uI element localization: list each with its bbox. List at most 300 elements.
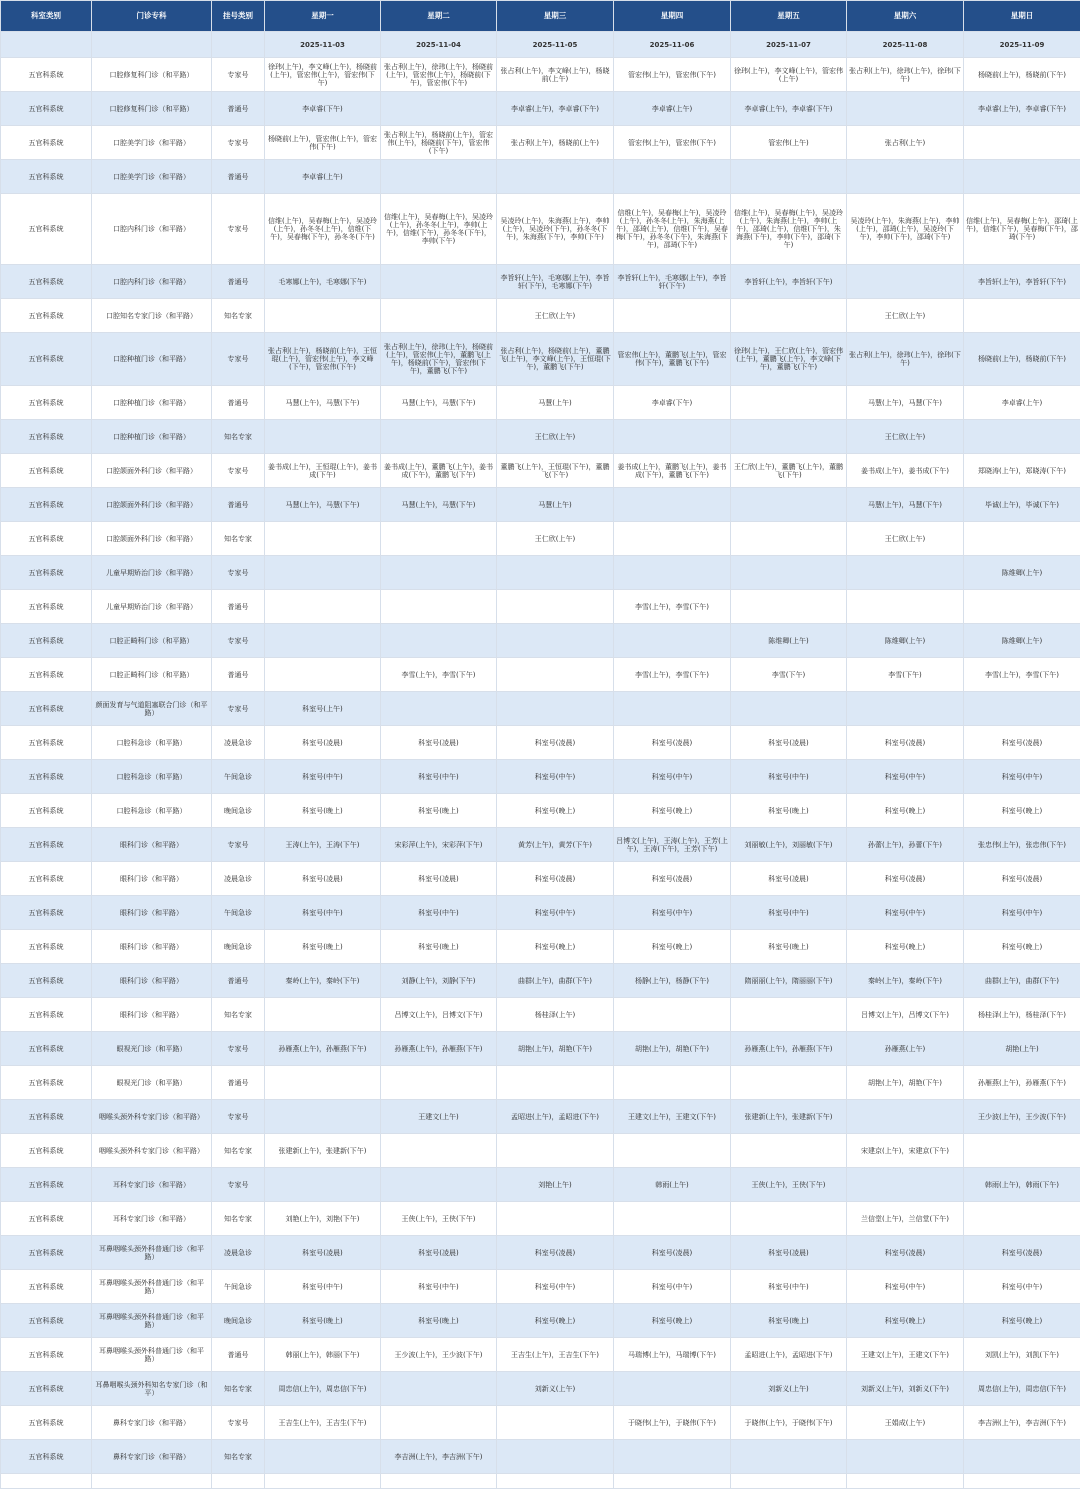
- table-cell: [497, 1440, 614, 1474]
- date-saturday: 2025-11-08: [847, 32, 964, 58]
- table-cell: 知名专家: [212, 1440, 265, 1474]
- table-cell: 张占利(上午)，徐玮(上午)，杨晓前(上午)，管宏伟(上午)，董鹏飞(上午)，杨晓前(下午)，管宏伟(下午)，董鹏飞(下午): [381, 333, 497, 386]
- table-cell: [614, 624, 731, 658]
- table-row: [1, 1440, 1080, 1474]
- table-cell: 专家号: [212, 1406, 265, 1440]
- table-cell: 管宏伟(上午)，管宏伟(下午): [614, 126, 731, 160]
- table-cell: 张占利(上午)，杨晓前(上午)，王恒琨(上午)，管宏伟(上午)，李文峰(下午)，管宏伟(下午): [265, 333, 381, 386]
- table-cell: 李卓睿(上午): [614, 92, 731, 126]
- table-cell: [964, 126, 1080, 160]
- table-cell: 信维(上午)，吴春梅(上午)，吴凌玲(上午)，孙冬冬(上午)，朱海燕(上午)，邵琦(上午)，信维(下午)，吴春梅(下午)，孙冬冬(下午)，朱海燕(下午)，邵琦(下午): [614, 194, 731, 265]
- table-cell: 孟昭进(上午)，孟昭进(下午): [497, 1100, 614, 1134]
- table-cell: 午间急诊: [212, 1270, 265, 1304]
- table-cell: 科室号(中午): [731, 896, 847, 930]
- table-cell: 孙雁燕(上午)，孙雁燕(下午): [731, 1032, 847, 1066]
- table-cell: 宋彩萍(上午)，宋彩萍(下午): [381, 828, 497, 862]
- table-cell: 韩雨(上午): [614, 1168, 731, 1202]
- table-cell: 眼科门诊（和平路）: [92, 930, 212, 964]
- table-cell: 李卓睿(上午)，李卓睿(下午): [964, 92, 1080, 126]
- table-cell: 孟昭进(上午)，孟昭进(下午): [731, 1338, 847, 1372]
- table-cell: 五官科系统: [1, 862, 92, 896]
- table-cell: 知名专家: [212, 998, 265, 1032]
- table-cell: [847, 160, 964, 194]
- table-cell: [265, 299, 381, 333]
- table-cell: 知名专家: [212, 420, 265, 454]
- table-cell: 陈维卿(上午): [964, 624, 1080, 658]
- table-cell: 马慧(上午)，马慧(下午): [847, 488, 964, 522]
- table-cell: 五官科系统: [1, 828, 92, 862]
- table-cell: 专家号: [212, 1168, 265, 1202]
- table-cell: 咽喉头颈外科专家门诊（和平路）: [92, 1134, 212, 1168]
- table-cell: 胡艳(上午)，胡艳(下午): [497, 1032, 614, 1066]
- table-cell: 管宏伟(上午)，管宏伟(下午): [614, 58, 731, 92]
- table-cell: 科室号(晚上): [497, 1304, 614, 1338]
- table-cell: 科室号(晚上): [964, 1304, 1080, 1338]
- table-cell: 五官科系统: [1, 726, 92, 760]
- table-row: [1, 556, 1080, 590]
- table-cell: 张占利(上午)，徐玮(上午)，杨晓前(上午)，管宏伟(上午)，杨晓前(下午)，管宏伟(下午): [381, 58, 497, 92]
- table-cell: 五官科系统: [1, 624, 92, 658]
- table-cell: [497, 1406, 614, 1440]
- table-cell: 五官科系统: [1, 126, 92, 160]
- table-row: [1, 964, 1080, 998]
- header-friday: 星期五: [731, 1, 847, 32]
- table-cell: 科室号(凌晨): [731, 862, 847, 896]
- table-cell: [212, 1474, 265, 1489]
- table-cell: 张占利(上午)，李文峰(上午)，杨晓前(上午): [497, 58, 614, 92]
- date-wednesday: 2025-11-05: [497, 32, 614, 58]
- table-cell: 科室号(中午): [964, 1270, 1080, 1304]
- table-cell: [92, 1474, 212, 1489]
- table-cell: [964, 590, 1080, 624]
- table-cell: [847, 1474, 964, 1489]
- table-row: [1, 1304, 1080, 1338]
- table-cell: [847, 590, 964, 624]
- table-cell: 杨桂泽(上午): [497, 998, 614, 1032]
- table-cell: [964, 1202, 1080, 1236]
- table-cell: 科室号(晚上): [614, 1304, 731, 1338]
- table-cell: [497, 1474, 614, 1489]
- table-cell: 眼视光门诊（和平路）: [92, 1032, 212, 1066]
- table-cell: 兰信堂(上午)，兰信堂(下午): [847, 1202, 964, 1236]
- table-cell: 刘新义(上午): [731, 1372, 847, 1406]
- date-row: [1, 32, 1080, 58]
- table-cell: 科室号(晚上): [265, 930, 381, 964]
- table-cell: 口腔科急诊（和平路）: [92, 760, 212, 794]
- table-cell: 郑晓涛(上午)，郑晓涛(下午): [964, 454, 1080, 488]
- table-cell: 王少波(上午)，王少波(下午): [381, 1338, 497, 1372]
- table-cell: 马慧(上午)，马慧(下午): [381, 488, 497, 522]
- table-cell: 五官科系统: [1, 1202, 92, 1236]
- table-cell: 科室号(晚上): [497, 930, 614, 964]
- table-cell: 孙雁燕(上午)，孙雁燕(下午): [964, 1066, 1080, 1100]
- table-cell: 专家号: [212, 454, 265, 488]
- table-cell: 口腔种植门诊（和平路）: [92, 420, 212, 454]
- table-cell: [731, 1202, 847, 1236]
- table-cell: 五官科系统: [1, 1100, 92, 1134]
- table-cell: 午间急诊: [212, 896, 265, 930]
- table-cell: 普通号: [212, 964, 265, 998]
- table-cell: [497, 590, 614, 624]
- table-cell: 王仁欣(上午)，董鹏飞(上午)，董鹏飞(下午): [731, 454, 847, 488]
- table-cell: 王侠(上午)，王侠(下午): [381, 1202, 497, 1236]
- table-cell: [964, 1440, 1080, 1474]
- table-cell: 眼科门诊（和平路）: [92, 964, 212, 998]
- table-cell: 孙蕾(上午)，孙蕾(下午): [847, 828, 964, 862]
- header-row: [1, 1, 1080, 32]
- table-cell: 五官科系统: [1, 896, 92, 930]
- table-cell: 五官科系统: [1, 1032, 92, 1066]
- table-cell: 刘静(上午)，刘静(下午): [381, 964, 497, 998]
- table-row: [1, 1168, 1080, 1202]
- table-cell: 普通号: [212, 265, 265, 299]
- table-cell: 刘艳(上午)，刘艳(下午): [265, 1202, 381, 1236]
- table-cell: 陈维卿(上午): [847, 624, 964, 658]
- table-cell: 马慧(上午): [497, 386, 614, 420]
- table-cell: 口腔修复科门诊（和平路）: [92, 58, 212, 92]
- table-cell: [265, 590, 381, 624]
- table-row: [1, 1202, 1080, 1236]
- table-cell: 王仁欣(上午): [497, 522, 614, 556]
- table-cell: 眼科门诊（和平路）: [92, 896, 212, 930]
- table-row: [1, 590, 1080, 624]
- table-cell: 科室号(中午): [381, 1270, 497, 1304]
- table-cell: [847, 692, 964, 726]
- table-cell: 张占利(上午)，徐玮(上午)，徐玮(下午): [847, 58, 964, 92]
- table-cell: [265, 1168, 381, 1202]
- table-cell: 刘新义(上午): [497, 1372, 614, 1406]
- table-cell: [381, 624, 497, 658]
- table-cell: 科室号(中午): [614, 896, 731, 930]
- table-row: [1, 1270, 1080, 1304]
- table-cell: 马慧(上午)，马慧(下午): [265, 386, 381, 420]
- table-cell: 张建新(上午)，张建新(下午): [265, 1134, 381, 1168]
- table-cell: 张占利(上午): [847, 126, 964, 160]
- table-row: [1, 726, 1080, 760]
- date-blank: [1, 32, 92, 58]
- table-cell: 姜书成(上午)，董鹏飞(上午)，姜书成(下午)，董鹏飞(下午): [614, 454, 731, 488]
- table-cell: 王吉生(上午)，王吉生(下午): [265, 1406, 381, 1440]
- table-row: [1, 386, 1080, 420]
- table-cell: [497, 1066, 614, 1100]
- table-cell: 黄芳(上午)，黄芳(下午): [497, 828, 614, 862]
- table-cell: 普通号: [212, 160, 265, 194]
- table-cell: 口腔知名专家门诊（和平路）: [92, 299, 212, 333]
- table-row: [1, 265, 1080, 299]
- table-cell: 孙雁燕(上午)，孙雁燕(下午): [265, 1032, 381, 1066]
- table-cell: [265, 998, 381, 1032]
- table-row: [1, 1100, 1080, 1134]
- table-cell: 专家号: [212, 624, 265, 658]
- table-cell: 曲群(上午)，曲群(下午): [497, 964, 614, 998]
- table-cell: 眼视光门诊（和平路）: [92, 1066, 212, 1100]
- table-cell: 科室号(凌晨): [847, 862, 964, 896]
- table-cell: [265, 658, 381, 692]
- table-cell: 李卓睿(下午): [265, 92, 381, 126]
- header-saturday: 星期六: [847, 1, 964, 32]
- table-cell: [731, 522, 847, 556]
- table-cell: 孙雁燕(上午): [847, 1032, 964, 1066]
- table-cell: [731, 1440, 847, 1474]
- table-cell: [614, 692, 731, 726]
- table-cell: 科室号(凌晨): [847, 1236, 964, 1270]
- table-cell: 信维(上午)，吴春梅(上午)，邵琦(上午)，信维(下午)，吴春梅(下午)，邵琦(下午): [964, 194, 1080, 265]
- table-cell: [381, 1406, 497, 1440]
- date-blank: [92, 32, 212, 58]
- table-cell: [731, 299, 847, 333]
- table-cell: 科室号(晚上): [731, 930, 847, 964]
- table-cell: 刘丽敏(上午)，刘丽敏(下午): [731, 828, 847, 862]
- table-row: [1, 1066, 1080, 1100]
- table-cell: 午间急诊: [212, 760, 265, 794]
- table-cell: 科室号(中午): [964, 896, 1080, 930]
- table-cell: 科室号(晚上): [964, 794, 1080, 828]
- table-cell: 刘新义(上午)，刘新义(下午): [847, 1372, 964, 1406]
- table-row: [1, 828, 1080, 862]
- table-cell: 五官科系统: [1, 333, 92, 386]
- table-cell: 科室号(中午): [731, 1270, 847, 1304]
- table-cell: 五官科系统: [1, 1338, 92, 1372]
- table-cell: [381, 265, 497, 299]
- header-tuesday: 星期二: [381, 1, 497, 32]
- table-row: [1, 658, 1080, 692]
- table-cell: 李旨轩(上午)，李旨轩(下午): [731, 265, 847, 299]
- table-cell: [731, 386, 847, 420]
- table-cell: 王吉生(上午)，王吉生(下午): [497, 1338, 614, 1372]
- table-cell: [731, 1134, 847, 1168]
- date-thursday: 2025-11-06: [614, 32, 731, 58]
- table-cell: 吴凌玲(上午)，朱海燕(上午)，李帅(上午)，吴凌玲(下午)，孙冬冬(下午)，朱海燕(下午)，李帅(下午): [497, 194, 614, 265]
- header-wednesday: 星期三: [497, 1, 614, 32]
- table-cell: 李旨轩(上午)，李旨轩(下午): [964, 265, 1080, 299]
- header-sunday: 星期日: [964, 1, 1080, 32]
- table-cell: 专家号: [212, 692, 265, 726]
- table-cell: 王仁欣(上午): [497, 420, 614, 454]
- table-cell: 五官科系统: [1, 998, 92, 1032]
- table-cell: [614, 1440, 731, 1474]
- table-cell: [265, 420, 381, 454]
- table-cell: 专家号: [212, 333, 265, 386]
- table-cell: 周忠信(上午)，周忠信(下午): [265, 1372, 381, 1406]
- table-cell: [614, 556, 731, 590]
- table-cell: 吕博文(上午)，吕博文(下午): [847, 998, 964, 1032]
- table-row: [1, 1372, 1080, 1406]
- schedule-body: [1, 58, 1080, 1489]
- table-cell: [381, 1168, 497, 1202]
- table-row: [1, 1338, 1080, 1372]
- table-row: [1, 160, 1080, 194]
- table-cell: 专家号: [212, 1100, 265, 1134]
- table-cell: [381, 522, 497, 556]
- table-cell: 刘艳(上午): [497, 1168, 614, 1202]
- table-cell: 王建文(上午): [381, 1100, 497, 1134]
- table-cell: 知名专家: [212, 1372, 265, 1406]
- table-cell: 科室号(上午): [265, 692, 381, 726]
- table-cell: 科室号(晚上): [381, 794, 497, 828]
- table-cell: 五官科系统: [1, 1440, 92, 1474]
- table-cell: 秦岭(上午)，秦岭(下午): [847, 964, 964, 998]
- table-cell: [497, 692, 614, 726]
- table-cell: [497, 624, 614, 658]
- header-monday: 星期一: [265, 1, 381, 32]
- table-cell: [614, 998, 731, 1032]
- table-cell: [381, 1066, 497, 1100]
- table-row: [1, 862, 1080, 896]
- table-cell: 五官科系统: [1, 1168, 92, 1202]
- table-cell: 张忠伟(上午)，张忠伟(下午): [964, 828, 1080, 862]
- table-cell: 口腔颌面外科门诊（和平路）: [92, 522, 212, 556]
- table-cell: [265, 1100, 381, 1134]
- table-cell: 口腔内科门诊（和平路）: [92, 194, 212, 265]
- table-row: [1, 1032, 1080, 1066]
- table-cell: [731, 692, 847, 726]
- table-cell: 王建文(上午)，王建文(下午): [847, 1338, 964, 1372]
- table-cell: [614, 1066, 731, 1100]
- table-cell: 科室号(晚上): [731, 794, 847, 828]
- table-cell: [265, 522, 381, 556]
- table-row: [1, 692, 1080, 726]
- table-cell: 知名专家: [212, 522, 265, 556]
- table-cell: 王仁欣(上午): [847, 522, 964, 556]
- table-cell: 眼科门诊（和平路）: [92, 828, 212, 862]
- table-cell: 管宏伟(上午)，董鹏飞(上午)，管宏伟(下午)，董鹏飞(下午): [614, 333, 731, 386]
- table-cell: [964, 1134, 1080, 1168]
- table-cell: 韩雨(上午)，韩雨(下午): [964, 1168, 1080, 1202]
- table-row: [1, 488, 1080, 522]
- table-cell: [847, 556, 964, 590]
- table-cell: 口腔科急诊（和平路）: [92, 726, 212, 760]
- table-cell: 专家号: [212, 828, 265, 862]
- table-cell: 五官科系统: [1, 760, 92, 794]
- table-cell: 口腔种植门诊（和平路）: [92, 386, 212, 420]
- table-cell: 科室号(中午): [964, 760, 1080, 794]
- table-cell: 口腔颌面外科门诊（和平路）: [92, 454, 212, 488]
- table-cell: 杨静(上午)，杨静(下午): [614, 964, 731, 998]
- table-cell: 李雪(上午)，李雪(下午): [381, 658, 497, 692]
- table-cell: 五官科系统: [1, 299, 92, 333]
- table-cell: 五官科系统: [1, 488, 92, 522]
- table-row: [1, 1406, 1080, 1440]
- table-cell: [614, 299, 731, 333]
- table-cell: 王仁欣(上午): [847, 299, 964, 333]
- table-cell: 科室号(中午): [847, 760, 964, 794]
- table-cell: [964, 160, 1080, 194]
- table-cell: [964, 1474, 1080, 1489]
- table-cell: 科室号(晚上): [381, 930, 497, 964]
- table-cell: [265, 556, 381, 590]
- table-cell: 胡艳(上午): [964, 1032, 1080, 1066]
- table-cell: 科室号(凌晨): [964, 726, 1080, 760]
- table-cell: 口腔种植门诊（和平路）: [92, 333, 212, 386]
- table-cell: 耳科专家门诊（和平路）: [92, 1202, 212, 1236]
- table-cell: 张占利(上午)，杨晓前(上午)，管宏伟(上午)，杨晓前(下午)，管宏伟(下午): [381, 126, 497, 160]
- table-cell: 张占利(上午)，杨晓前(上午)，董鹏飞(上午)，李文峰(上午)，王恒琨(下午)，董鹏飞(下午): [497, 333, 614, 386]
- table-cell: 耳科专家门诊（和平路）: [92, 1168, 212, 1202]
- table-cell: 耳鼻咽喉头颈外科普通门诊（和平路）: [92, 1236, 212, 1270]
- table-cell: 科室号(晚上): [614, 794, 731, 828]
- table-cell: 儿童早期矫治门诊（和平路）: [92, 556, 212, 590]
- table-cell: [731, 488, 847, 522]
- table-cell: 科室号(凌晨): [497, 1236, 614, 1270]
- table-cell: [731, 998, 847, 1032]
- table-cell: 科室号(晚上): [964, 930, 1080, 964]
- table-cell: 耳鼻咽喉头颈外科普通门诊（和平路）: [92, 1304, 212, 1338]
- table-cell: 李卓睿(上午): [265, 160, 381, 194]
- date-blank: [212, 32, 265, 58]
- table-cell: 五官科系统: [1, 194, 92, 265]
- table-cell: [497, 1202, 614, 1236]
- table-cell: 杨晓前(上午)，杨晓前(下午): [964, 333, 1080, 386]
- table-cell: 科室号(凌晨): [614, 862, 731, 896]
- table-cell: 五官科系统: [1, 420, 92, 454]
- table-cell: 口腔修复科门诊（和平路）: [92, 92, 212, 126]
- table-cell: [497, 160, 614, 194]
- table-cell: 陈维卿(上午): [731, 624, 847, 658]
- date-monday: 2025-11-03: [265, 32, 381, 58]
- table-cell: 张建新(上午)，张建新(下午): [731, 1100, 847, 1134]
- table-cell: 杨晓前(上午)，杨晓前(下午): [964, 58, 1080, 92]
- table-cell: [847, 1168, 964, 1202]
- table-cell: [964, 420, 1080, 454]
- table-row: [1, 454, 1080, 488]
- table-cell: 科室号(晚上): [847, 930, 964, 964]
- table-cell: 口腔内科门诊（和平路）: [92, 265, 212, 299]
- table-cell: 信维(上午)，吴春梅(上午)，吴凌玲(上午)，朱海燕(上午)，李帅(上午)，邵琦(上午)，信维(下午)，朱海燕(下午)，李帅(下午)，邵琦(下午): [731, 194, 847, 265]
- table-cell: 刘凯(上午)，刘凯(下午): [964, 1338, 1080, 1372]
- table-cell: 科室号(凌晨): [381, 1236, 497, 1270]
- table-cell: [381, 160, 497, 194]
- table-cell: [964, 299, 1080, 333]
- table-cell: [1, 1474, 92, 1489]
- table-cell: 普通号: [212, 92, 265, 126]
- table-row: [1, 58, 1080, 92]
- date-friday: 2025-11-07: [731, 32, 847, 58]
- table-cell: 科室号(晚上): [614, 930, 731, 964]
- table-cell: 眼科门诊（和平路）: [92, 862, 212, 896]
- table-cell: 口腔颌面外科门诊（和平路）: [92, 488, 212, 522]
- table-cell: 专家号: [212, 126, 265, 160]
- table-cell: 杨晓前(上午)，管宏伟(上午)，管宏伟(下午): [265, 126, 381, 160]
- table-row: [1, 760, 1080, 794]
- table-cell: [731, 1066, 847, 1100]
- table-cell: 管宏伟(上午): [731, 126, 847, 160]
- table-cell: 毕诚(上午)，毕诚(下午): [964, 488, 1080, 522]
- table-cell: 五官科系统: [1, 160, 92, 194]
- table-cell: 徐玮(上午)，李文峰(上午)，管宏伟(上午): [731, 58, 847, 92]
- table-cell: 口腔正畸科门诊（和平路）: [92, 624, 212, 658]
- table-cell: 五官科系统: [1, 1066, 92, 1100]
- table-cell: 普通号: [212, 658, 265, 692]
- table-cell: 晚间急诊: [212, 1304, 265, 1338]
- table-cell: 科室号(中午): [497, 760, 614, 794]
- table-row: [1, 1134, 1080, 1168]
- header-department-category: 科室类别: [1, 1, 92, 32]
- table-cell: 徐玮(上午)，王仁欣(上午)，管宏伟(上午)，董鹏飞(上午)，李文峰(下午)，董鹏飞(下午): [731, 333, 847, 386]
- table-cell: [381, 692, 497, 726]
- table-cell: [265, 1474, 381, 1489]
- table-cell: [614, 488, 731, 522]
- table-cell: [265, 1440, 381, 1474]
- table-cell: 李吉洲(上午)，李吉洲(下午): [964, 1406, 1080, 1440]
- table-cell: 科室号(凌晨): [497, 862, 614, 896]
- table-cell: 口腔正畸科门诊（和平路）: [92, 658, 212, 692]
- table-cell: 科室号(凌晨): [497, 726, 614, 760]
- table-cell: [381, 92, 497, 126]
- table-cell: 张占利(上午)，杨晓前(上午): [497, 126, 614, 160]
- table-cell: 科室号(晚上): [265, 1304, 381, 1338]
- table-cell: 张占利(上午)，徐玮(上午)，徐玮(下午): [847, 333, 964, 386]
- table-cell: [731, 420, 847, 454]
